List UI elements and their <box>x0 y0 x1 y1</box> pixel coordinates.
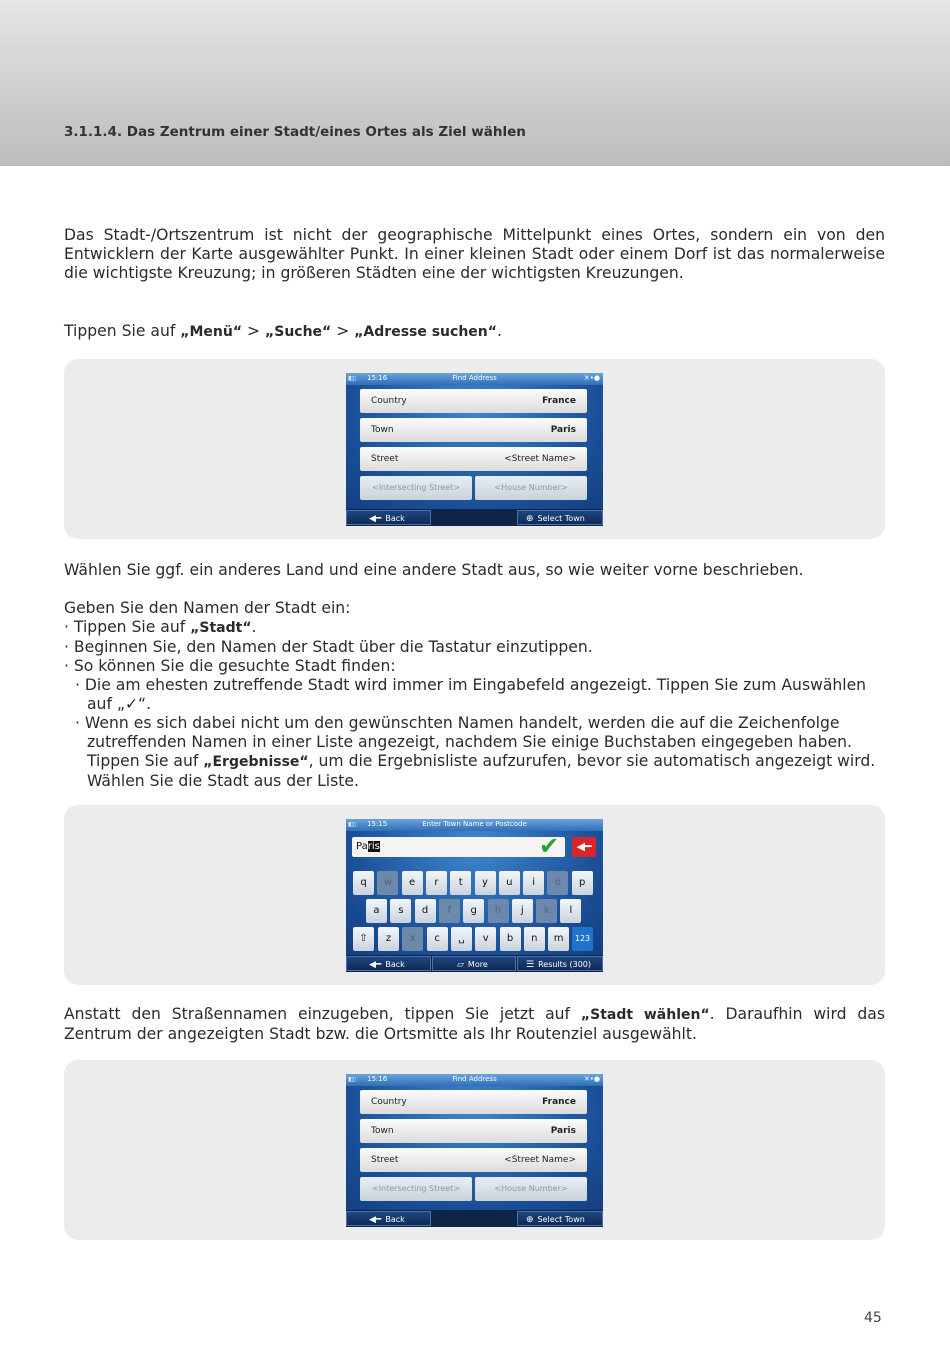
typed-text: Pa <box>356 841 368 852</box>
key-y[interactable]: y <box>475 871 496 895</box>
screen-title: Find Address <box>452 1075 497 1083</box>
satellite-icon: ✕•● <box>583 374 600 382</box>
country-field[interactable]: Country France <box>360 389 587 413</box>
signal-icon: ▮▯▯ <box>348 821 355 828</box>
town-field[interactable]: Town Paris <box>360 418 587 442</box>
bottom-bar <box>346 955 603 972</box>
intro-paragraph: Das Stadt-/Ortszentrum ist nicht der geographische Mittelpunkt eines Ortes, sondern ein von den Entwicklern der Karte ausgewählter Punkt. In einer kleinen Stadt oder einem Dorf ist das normalerweise die wichtigste Kreuzung; in größeren Städten eine der wichtigsten Kreuzungen. <box>64 226 885 282</box>
results-button[interactable]: ☰ Results (300) <box>517 956 603 971</box>
street-field[interactable]: Street <Street Name> <box>360 447 587 471</box>
back-arrow-icon: ◀━ <box>369 514 382 524</box>
list-item: · Beginnen Sie, den Namen der Stadt über die Tastatur einzutippen. <box>64 638 593 656</box>
crosshair-icon: ⊕ <box>526 1215 534 1225</box>
key-g[interactable]: g <box>463 899 484 923</box>
key-s[interactable]: s <box>390 899 411 923</box>
clock: 15:16 <box>367 1075 388 1083</box>
key-a[interactable]: a <box>366 899 387 923</box>
town-keyword: „Stadt“ <box>190 620 252 636</box>
key-t[interactable]: t <box>450 871 471 895</box>
back-arrow-icon: ◀━ <box>369 1215 382 1225</box>
screenshot-panel-1 <box>64 359 885 539</box>
back-button[interactable]: ◀━ Back <box>346 1211 431 1226</box>
signal-icon: ▮▯▯ <box>348 1076 355 1083</box>
key-j[interactable]: j <box>512 899 533 923</box>
bottom-bar <box>346 1210 603 1227</box>
intersecting-street-button[interactable]: <Intersecting Street> <box>360 476 472 500</box>
town-input[interactable] <box>352 837 565 857</box>
select-town-button[interactable]: ⊕ Select Town <box>517 510 603 525</box>
checkmark-icon[interactable]: ✔ <box>539 832 560 860</box>
key-e[interactable]: e <box>402 871 423 895</box>
key-w[interactable]: w <box>377 871 398 895</box>
intersecting-street-button[interactable]: <Intersecting Street> <box>360 1177 472 1201</box>
clock: 15:15 <box>367 820 388 828</box>
house-number-button[interactable]: <House Number> <box>475 476 587 500</box>
select-town-keyword: „Stadt wählen“ <box>580 1007 710 1023</box>
status-bar <box>346 819 603 831</box>
satellite-icon: ✕•● <box>583 1075 600 1083</box>
list-subitem: · Wenn es sich dabei nicht um den gewünschten Namen handelt, werden die auf die Zeichenfolge zutreffenden Namen in einer Liste angezeigt, nachdem Sie einige Buchstaben eingegeben haben. Tippen Sie auf „Ergebnisse“, um die Ergebnisliste aufzurufen, bevor sie automatisch angezeigt wird. Wählen Sie die Stadt aus der Liste. <box>75 714 876 790</box>
page-number: 45 <box>864 1310 882 1326</box>
key-h[interactable]: h <box>488 899 509 923</box>
key-k[interactable]: k <box>536 899 557 923</box>
shift-key[interactable] <box>353 927 374 951</box>
select-town-paragraph: Anstatt den Straßennamen einzugeben, tippen Sie jetzt auf „Stadt wählen“. Daraufhin wird das Zentrum der angezeigten Stadt bzw. die Ortsmitte als Ihr Routenziel ausgewählt. <box>64 1005 885 1043</box>
street-field[interactable]: Street <Street Name> <box>360 1148 587 1172</box>
menu-path-search: „Suche“ <box>265 324 332 340</box>
content-area <box>346 1086 603 1210</box>
find-address-screen-1 <box>346 373 603 526</box>
choose-country-paragraph: Wählen Sie ggf. ein anderes Land und eine andere Stadt aus, so wie weiter vorne beschrieben. <box>64 561 804 579</box>
key-d[interactable]: d <box>415 899 436 923</box>
status-bar <box>346 1074 603 1086</box>
select-town-button[interactable]: ⊕ Select Town <box>517 1211 603 1226</box>
screenshot-panel-3 <box>64 1060 885 1240</box>
key-o[interactable]: o <box>547 871 568 895</box>
content-area <box>346 385 603 509</box>
crosshair-icon: ⊕ <box>526 514 534 524</box>
key-z[interactable]: z <box>378 927 399 951</box>
key-f[interactable]: f <box>439 899 460 923</box>
screen-title: Enter Town Name or Postcode <box>422 820 527 828</box>
bottom-bar <box>346 509 603 526</box>
back-button[interactable]: ◀━ Back <box>346 956 431 971</box>
back-button[interactable]: ◀━ Back <box>346 510 431 525</box>
signal-icon: ▮▯▯ <box>348 375 355 382</box>
keyboard-screen <box>346 819 603 972</box>
backspace-arrow-icon: ◀━ <box>576 840 592 853</box>
results-keyword: „Ergebnisse“ <box>203 754 309 770</box>
find-address-screen-2 <box>346 1074 603 1227</box>
list-subitem: · Die am ehesten zutreffende Stadt wird immer im Eingabefeld angezeigt. Tippen Sie zum Auswählen auf „✓“. <box>75 676 867 713</box>
key-m[interactable]: m <box>548 927 569 951</box>
key-q[interactable]: q <box>353 871 374 895</box>
shift-icon: ⇧ <box>359 933 368 944</box>
list-item: · So können Sie die gesuchte Stadt finden: <box>64 657 396 675</box>
more-button[interactable]: ▱ More <box>432 956 516 971</box>
key-u[interactable]: u <box>499 871 520 895</box>
key-v[interactable]: v <box>475 927 496 951</box>
key-b[interactable]: b <box>500 927 521 951</box>
key-r[interactable]: r <box>426 871 447 895</box>
key-n[interactable]: n <box>524 927 545 951</box>
key-p[interactable]: p <box>572 871 593 895</box>
screen-title: Find Address <box>452 374 497 382</box>
key-x[interactable]: x <box>402 927 423 951</box>
list-icon: ☰ <box>526 960 535 970</box>
house-number-button[interactable]: <House Number> <box>475 1177 587 1201</box>
clock: 15:16 <box>367 374 388 382</box>
key-i[interactable]: i <box>523 871 544 895</box>
town-field[interactable]: Town Paris <box>360 1119 587 1143</box>
section-title: 3.1.1.4. Das Zentrum einer Stadt/eines Ortes als Ziel wählen <box>64 124 526 140</box>
keyboard-area <box>346 831 603 955</box>
back-arrow-icon: ◀━ <box>369 960 382 970</box>
screenshot-panel-2 <box>64 805 885 985</box>
enter-town-instructions: Geben Sie den Namen der Stadt ein: · Tippen Sie auf „Stadt“. · Beginnen Sie, den Namen der Stadt über die Tastatur einzutippen. · So können Sie die gesuchte Stadt finden: · Die am ehesten zutreffende Stadt wird immer im Eingabefeld angezeigt. Tippen Sie zum Auswählen auf „✓“. · Wenn es sich dabei nicht um den gewünschten Namen handelt, werden die auf die Zeichenfolge zutreffenden Namen in einer Liste angezeigt, nachdem Sie einige Buchstaben eingegeben haben. Tippen Sie auf „Ergebnisse“, um die Ergebnisliste aufzurufen, bevor sie automatisch angezeigt wird. Wählen Sie die Stadt aus der Liste. <box>64 599 885 791</box>
key-c[interactable]: c <box>427 927 448 951</box>
status-bar <box>346 373 603 385</box>
suggested-completion: ris <box>367 841 380 852</box>
space-key[interactable] <box>451 927 472 951</box>
backspace-button[interactable] <box>572 837 596 857</box>
list-item: · Tippen Sie auf „Stadt“. <box>64 618 257 636</box>
country-field[interactable]: Country France <box>360 1090 587 1114</box>
numeric-key[interactable]: 123 <box>572 927 593 951</box>
tap-instruction: Tippen Sie auf „Menü“ > „Suche“ > „Adresse suchen“. <box>64 322 502 340</box>
menu-path-address: „Adresse suchen“ <box>354 324 497 340</box>
more-icon: ▱ <box>457 960 464 970</box>
page-header <box>0 0 950 166</box>
space-icon: ␣ <box>458 933 465 944</box>
menu-path-menu: „Menü“ <box>180 324 243 340</box>
key-l[interactable]: l <box>560 899 581 923</box>
